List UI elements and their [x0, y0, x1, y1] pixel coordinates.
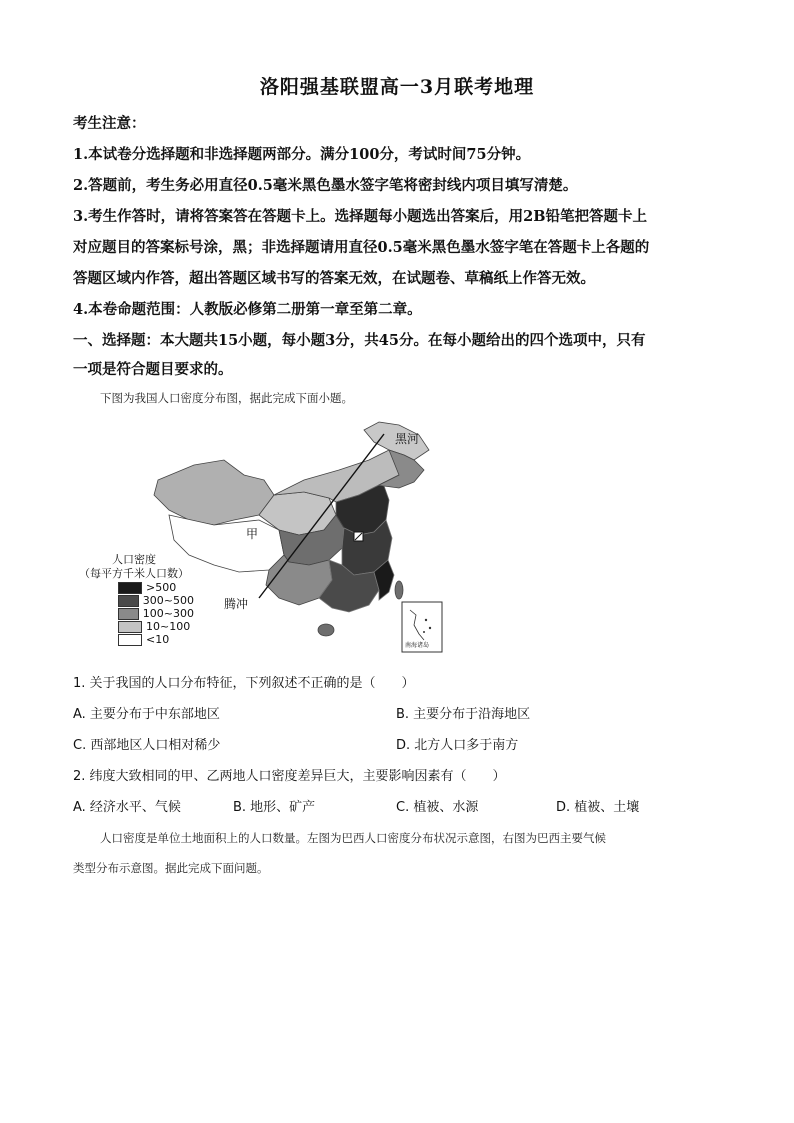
legend-swatch — [118, 634, 142, 646]
label-heihe: 黑河 — [395, 432, 420, 446]
label-jia: 甲 — [246, 527, 259, 541]
section-heading: 一、选择题：本大题共15小题，每小题3分，共45分。在每小题给出的四个选项中，只有 — [73, 332, 646, 349]
question-2-option-c: C. 植被、水源 — [396, 800, 479, 815]
brazil-intro-text-cont: 类型分布示意图。据此完成下面问题。 — [73, 861, 269, 875]
legend-title: 人口密度 — [112, 553, 156, 566]
brazil-intro-text: 人口密度是单位土地面积上的人口数量。左图为巴西人口密度分布状况示意图，右图为巴西主要气候 — [100, 831, 606, 845]
legend-row — [118, 607, 194, 620]
question-1-option-a: A. 主要分布于中东部地区 — [73, 707, 220, 722]
question-1-stem: 1. 关于我国的人口分布特征，下列叙述不正确的是（ ） — [73, 676, 415, 691]
question-2-option-a: A. 经济水平、气候 — [73, 800, 181, 815]
question-2-stem: 2. 纬度大致相同的甲、乙两地人口密度差异巨大，主要影响因素有（ ） — [73, 769, 506, 784]
map-intro-text: 下图为我国人口密度分布图，据此完成下面小题。 — [100, 391, 353, 405]
notice-item-3: 3.考生作答时，请将答案答在答题卡上。选择题每小题选出答案后，用2B铅笔把答题卡上 — [73, 208, 647, 225]
legend-swatch — [118, 595, 139, 607]
notice-item-1: 1.本试卷分选择题和非选择题两部分。满分100分，考试时间75分钟。 — [73, 146, 531, 163]
legend-label: 300~500 — [142, 594, 194, 607]
section-heading-cont: 一项是符合题目要求的。 — [73, 361, 233, 378]
question-2-option-d: D. 植被、土壤 — [556, 800, 640, 815]
legend-row — [118, 633, 194, 646]
legend-subtitle: （每平方千米人口数） — [79, 567, 189, 580]
legend-label: 100~300 — [142, 607, 194, 620]
question-1-option-d: D. 北方人口多于南方 — [396, 738, 519, 753]
legend-label: >500 — [146, 581, 177, 594]
question-2-option-b: B. 地形、矿产 — [233, 800, 316, 815]
legend-label: <10 — [146, 633, 170, 646]
legend-row — [118, 620, 194, 633]
notice-item-4: 4.本卷命题范围：人教版必修第二册第一章至第二章。 — [73, 301, 422, 318]
notice-item-3-cont: 对应题目的答案标号涂，黑；非选择题请用直径0.5毫米黑色墨水签字笔在答题卡上各题的 — [73, 239, 650, 256]
question-1-option-b: B. 主要分布于沿海地区 — [396, 707, 531, 722]
legend-row — [118, 581, 194, 594]
label-inset: 南海诸岛 — [405, 642, 430, 649]
label-tengchong: 腾冲 — [224, 597, 249, 611]
notice-item-2: 2.答题前，考生务必用直径0.5毫米黑色墨水签字笔将密封线内项目填写清楚。 — [73, 177, 578, 194]
map-legend — [74, 553, 194, 646]
legend-swatch — [118, 621, 142, 633]
legend-label: 10~100 — [146, 620, 191, 633]
legend-swatch — [118, 582, 142, 594]
legend-row — [118, 594, 194, 607]
notice-heading: 考生注意： — [73, 115, 146, 132]
page-title: 洛阳强基联盟高一3月联考地理 — [259, 76, 535, 98]
question-1-option-c: C. 西部地区人口相对稀少 — [73, 738, 221, 753]
legend-swatch — [118, 608, 139, 620]
notice-item-3-cont2: 答题区域内作答，超出答题区域书写的答案无效，在试题卷、草稿纸上作答无效。 — [73, 270, 595, 287]
